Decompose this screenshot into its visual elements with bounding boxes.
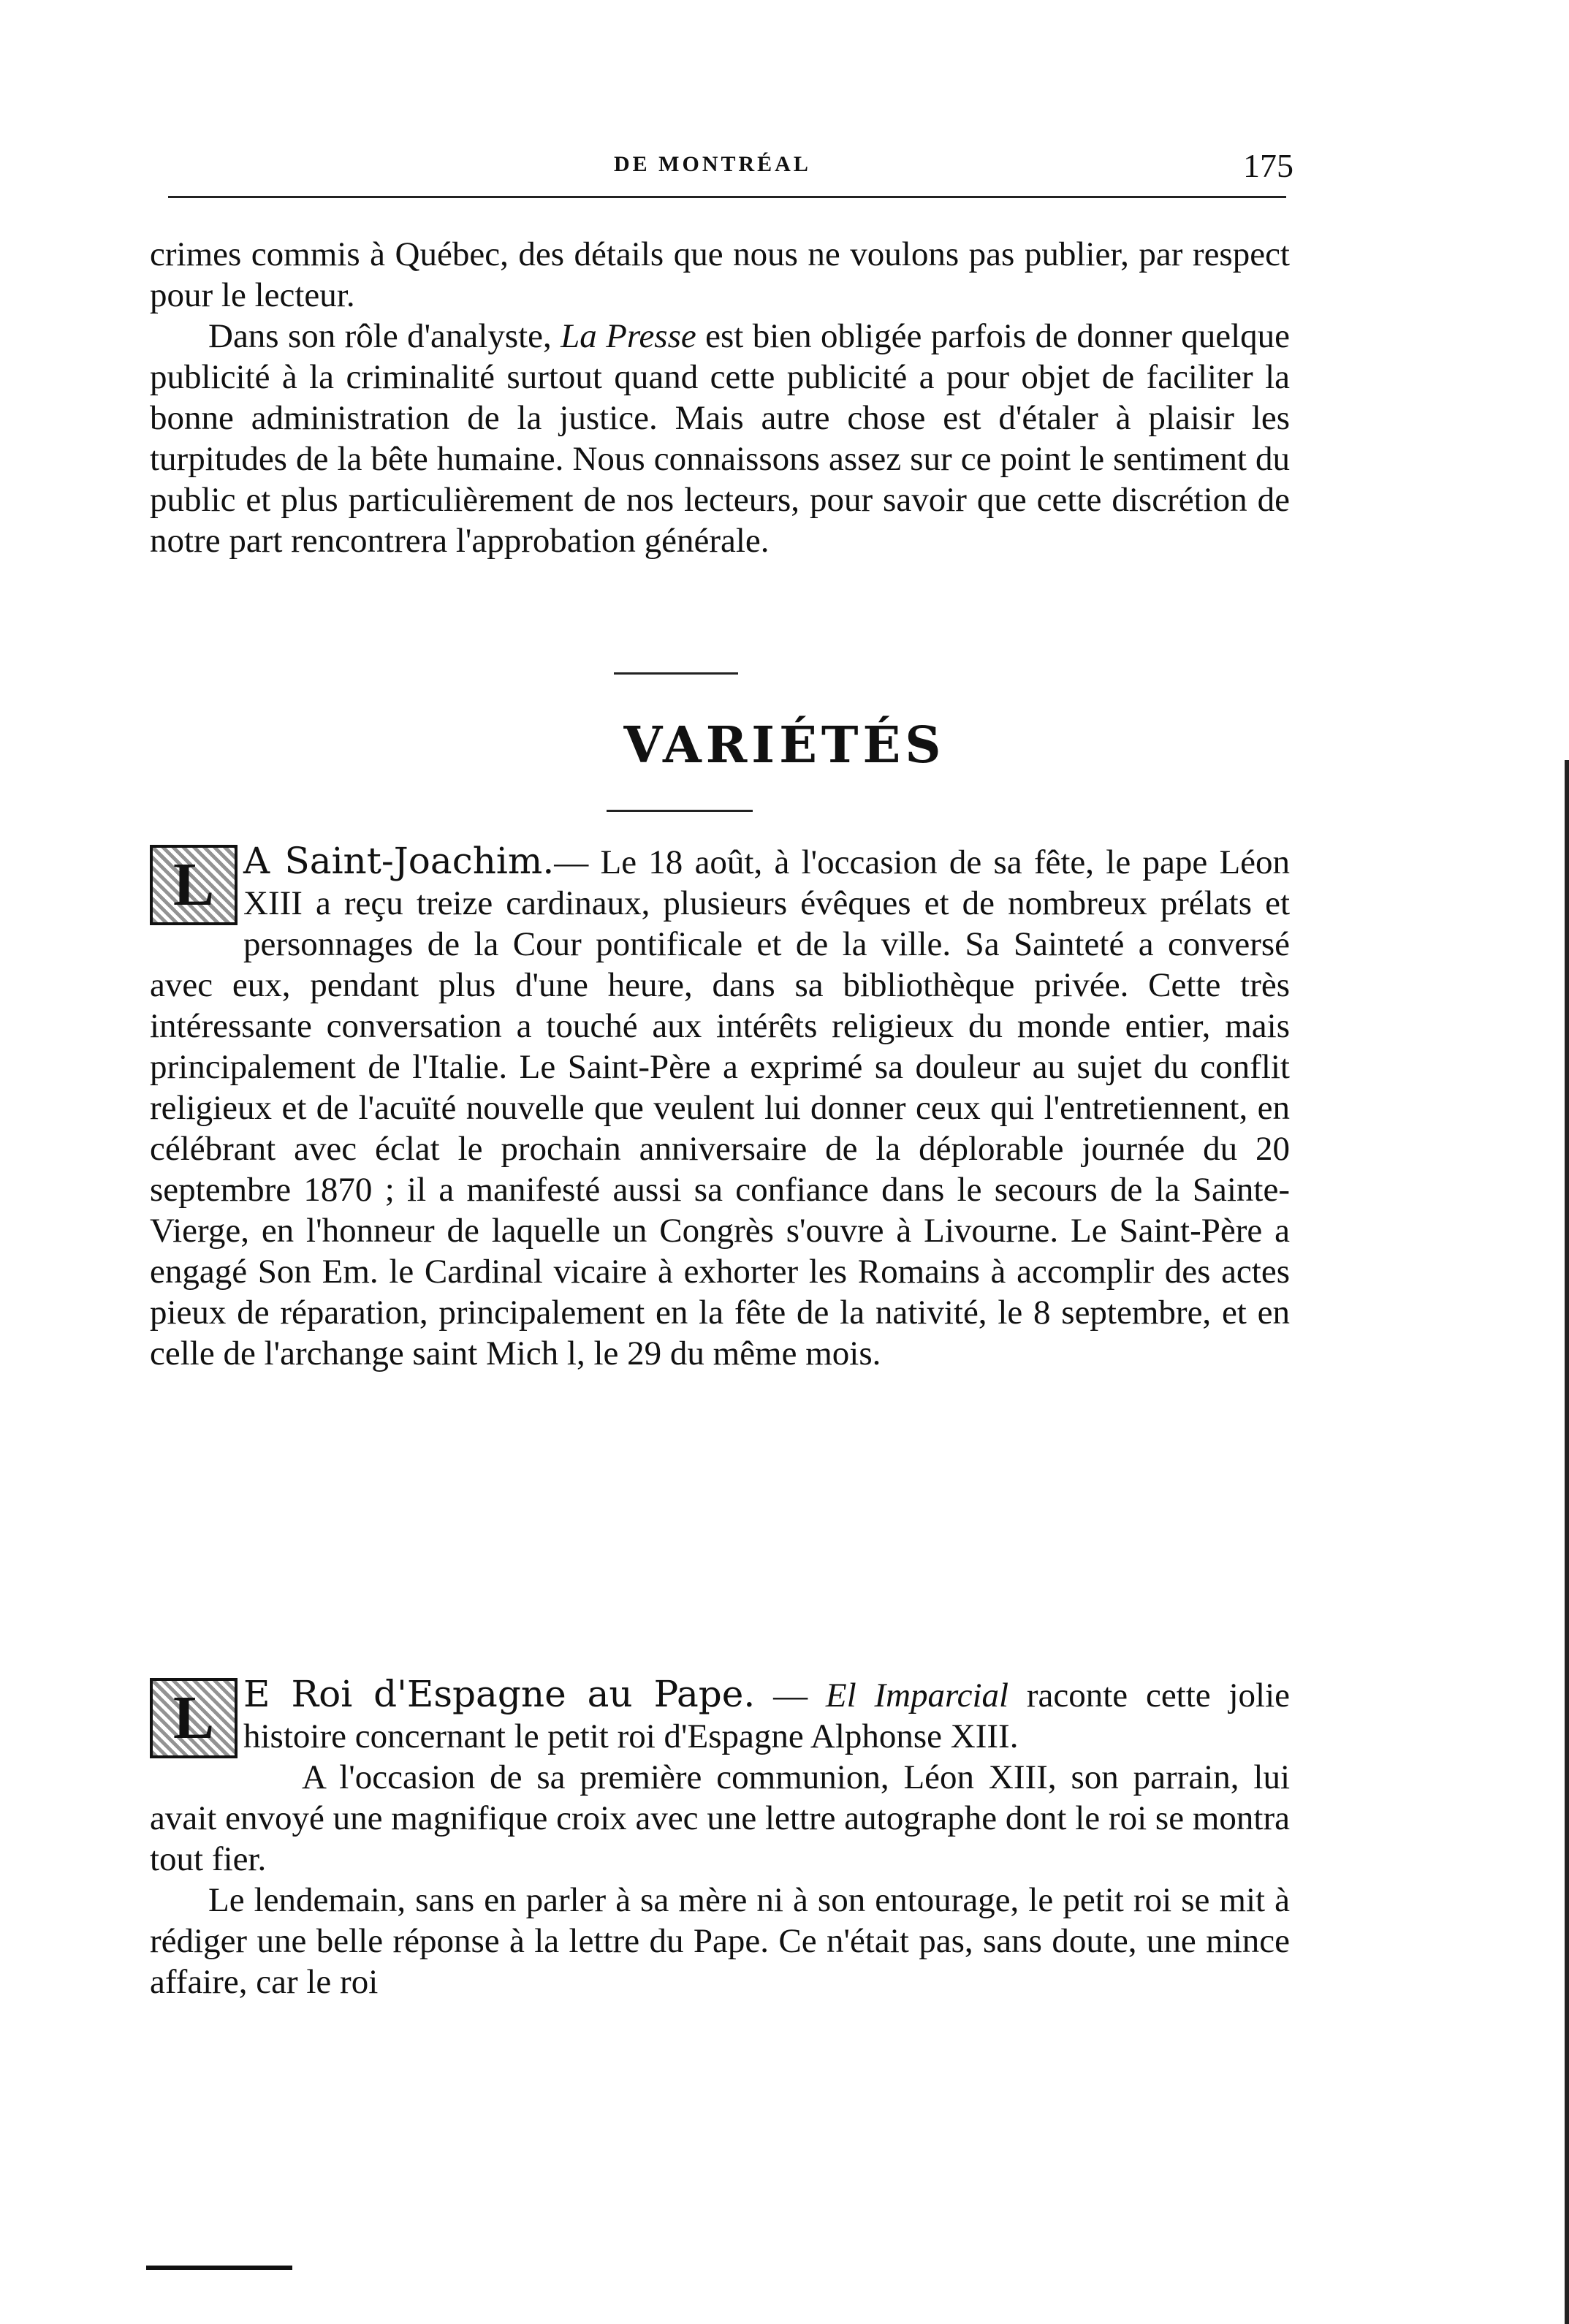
ornamental-dropcap	[150, 1678, 238, 1758]
paragraph	[150, 316, 1290, 561]
text-run: est bien obligée parfois de donner quelque publicité à la criminalité surtout quand cette publicité a pour objet de faciliter la bonne administration de la justice. Mais autre chose est d'étaler à plaisir les turpitudes de la bête humaine. Nous connaissons assez sur ce point le sentiment du public et plus particulièrement de nos lecteurs, pour savoir que cette discrétion de notre part rencontrera l'approbation générale.	[150, 317, 1290, 560]
article-intro: raconte cette jolie histoire concernant le petit roi d'Espagne Alphonse XIII.	[243, 1676, 1290, 1755]
running-title: DE MONTRÉAL	[614, 152, 811, 176]
dropcap-letter: L	[153, 848, 235, 922]
article-title: A Saint-Joachim.	[243, 840, 555, 882]
scan-edge-mark	[1565, 760, 1569, 2324]
header-rule	[168, 196, 1286, 198]
publication-name: La Presse	[561, 317, 696, 355]
paragraph: A l'occasion de sa première communion, Léon XIII, son parrain, lui avait envoyé une magnifique croix avec une lettre autographe dont le roi se montra tout fier.	[150, 1758, 1290, 1878]
section-title: VARIÉTÉS	[623, 716, 946, 775]
publication-name: El Imparcial	[825, 1676, 1009, 1714]
page-number: 175	[1243, 147, 1293, 184]
text-run: Dans son rôle d'analyste,	[208, 317, 561, 355]
bottom-scan-mark	[146, 2266, 292, 2270]
article-body: Le 18 août, à l'occasion de sa fête, le pape Léon XIII a reçu treize cardinaux, plusieurs évêques et de nombreux prélats et personnages de la Cour pontificale et de la ville. Sa Sainteté a conversé avec eux, pendant plus d'une heure, dans sa bibliothèque privée. Cette très intéressante conversation a touché aux intérêts religieux du monde entier, mais principalement de l'Italie. Le Saint-Père a exprimé sa douleur au sujet du conflit religieux et de l'acuïté nouvelle que veulent lui donner ceux qui l'entretiennent, en célébrant avec éclat le prochain anniversaire de la déplorable journée du 20 septembre 1870 ; il a manifesté aussi sa confiance dans le secours de la Sainte-Vierge, en l'honneur de laquelle un Congrès s'ouvre à Livourne. Le Saint-Père a engagé Son Em. le Cardinal vicaire à exhorter les Romains à accomplir des actes pieux de réparation, principalement en la fête de la nativité, le 8 septembre, et en celle de l'archange saint Mich l, le 29 du même mois.	[150, 843, 1291, 1372]
text-block-top	[150, 234, 1290, 561]
paragraph	[150, 1674, 1290, 1757]
paragraph: crimes commis à Québec, des détails que nous ne voulons pas publier, par respect pour le lecteur.	[150, 235, 1290, 314]
dropcap-letter: L	[153, 1681, 235, 1755]
paragraph	[150, 840, 1290, 1374]
title-dash: —	[554, 843, 601, 881]
article-saint-joachim	[150, 840, 1290, 1374]
title-dash: —	[755, 1676, 826, 1714]
article-title: E Roi d'Espagne au Pape.	[243, 1673, 756, 1715]
title-underline	[607, 810, 753, 812]
article-roi-espagne	[150, 1674, 1290, 2002]
running-head	[168, 146, 1293, 190]
ornamental-dropcap	[150, 845, 238, 925]
paragraph: Le lendemain, sans en parler à sa mère ni à son entourage, le petit roi se mit à rédiger une belle réponse à la lettre du Pape. Ce n'était pas, sans doute, une mince affaire, car le roi	[150, 1881, 1290, 2001]
section-divider	[614, 672, 738, 675]
